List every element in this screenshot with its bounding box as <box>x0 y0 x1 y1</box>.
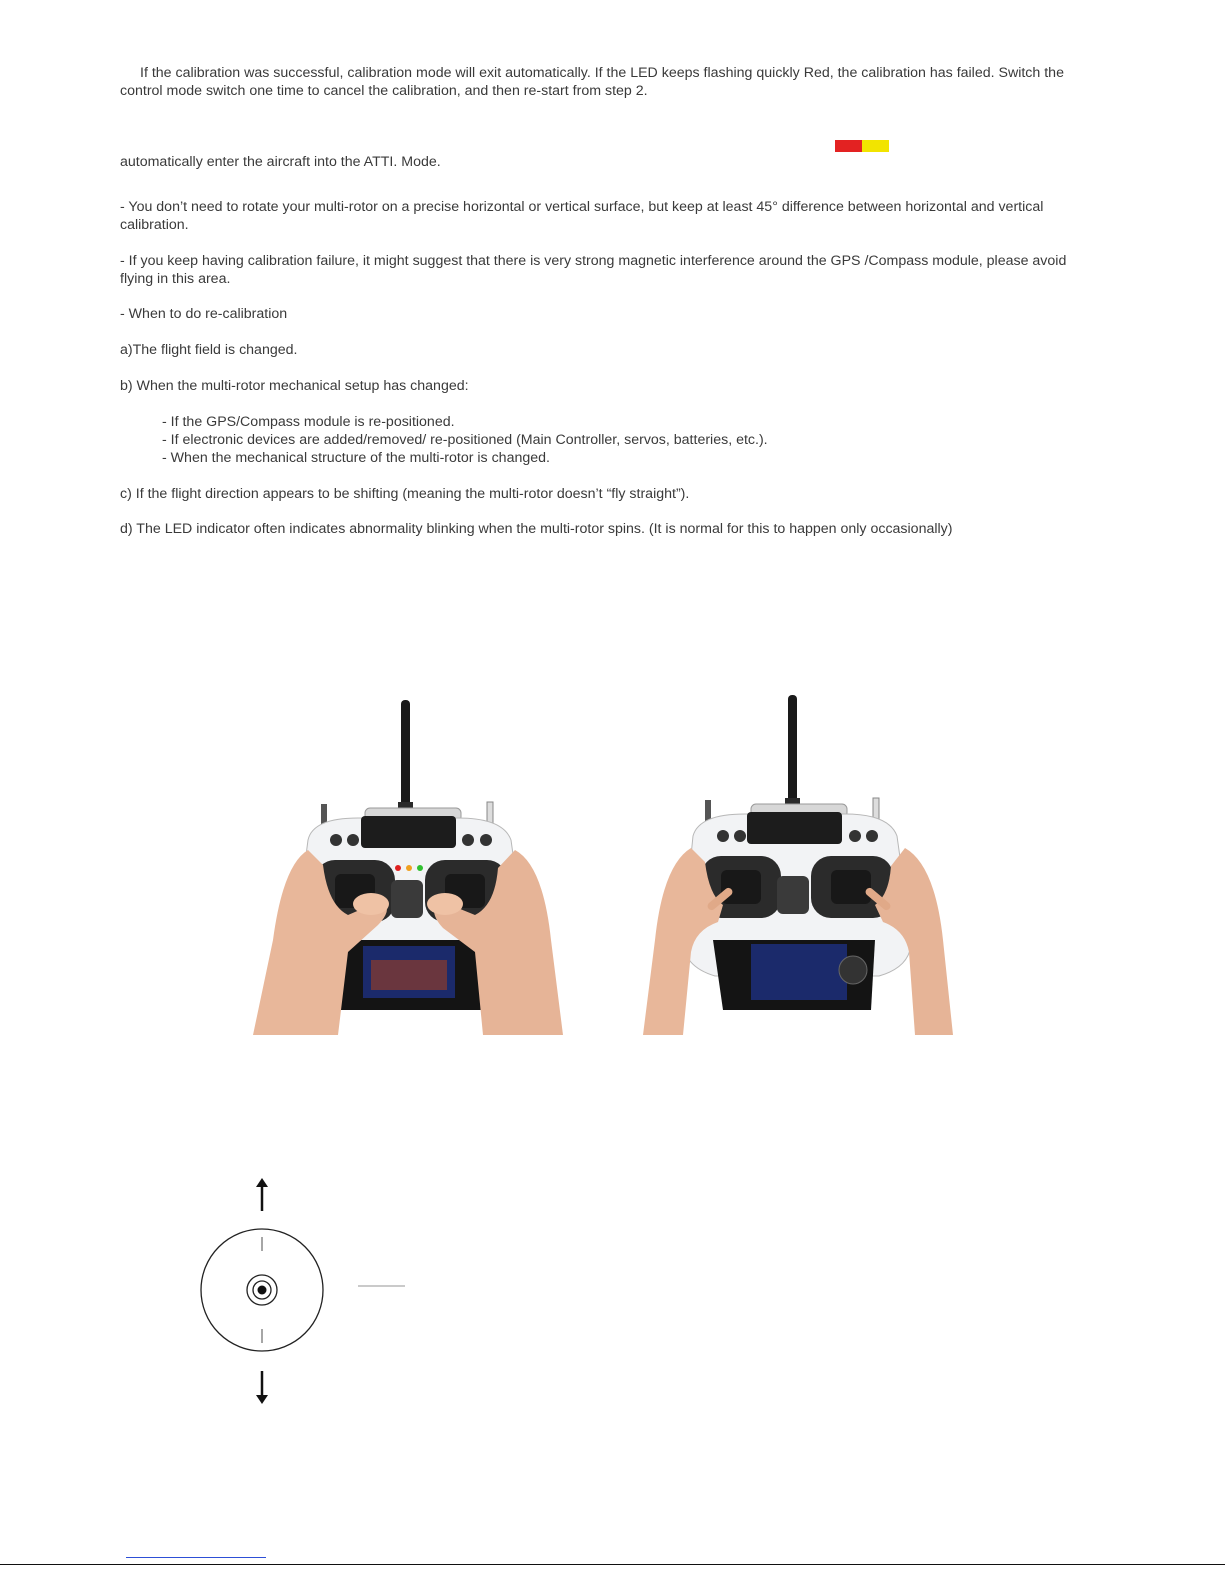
note-b-item-3: - When the mechanical structure of the multi-rotor is changed. <box>162 450 550 466</box>
note-rotate: - You don’t need to rotate your multi-rotor on a precise horizontal or vertical surface, but keep at least 45° difference between horizontal and vertical calibration. <box>120 199 1044 233</box>
transmitter-photo-left <box>253 690 563 1035</box>
arrow-down-icon <box>256 1371 268 1404</box>
footer-rule <box>0 1564 1225 1565</box>
intro-paragraph: If the calibration was successful, calibration mode will exit automatically. If the LED keeps flashing quickly Red, the calibration has failed. Switch the control mode switch one time to cancel the calibration, and then re-start from step 2. <box>120 65 1064 99</box>
note-b-item-1: - If the GPS/Compass module is re-positioned. <box>162 414 455 430</box>
note-a: a)The flight field is changed. <box>120 342 298 358</box>
led-red-yellow-indicator <box>835 140 889 152</box>
note-b-item-2: - If electronic devices are added/removed/ re-positioned (Main Controller, servos, batteries, etc.). <box>162 432 768 448</box>
stick-position-icon <box>201 1229 323 1351</box>
note-when-recalibrate: - When to do re-calibration <box>120 306 288 322</box>
arrow-up-icon <box>256 1178 268 1211</box>
note-d: d) The LED indicator often indicates abnormality blinking when the multi-rotor spins. (It is normal for this to happen only occasionally) <box>120 521 953 537</box>
led-yellow-swatch <box>862 140 889 152</box>
atti-mode-line: automatically enter the aircraft into the ATTI. Mode. <box>120 154 441 170</box>
note-b: b) When the multi-rotor mechanical setup has changed: <box>120 378 469 394</box>
footer-link-underline[interactable] <box>126 1557 266 1558</box>
note-c: c) If the flight direction appears to be shifting (meaning the multi-rotor doesn’t “fly straight”). <box>120 486 690 502</box>
led-red-swatch <box>835 140 862 152</box>
transmitter-photo-right <box>643 690 953 1035</box>
note-failure: - If you keep having calibration failure, it might suggest that there is very strong magnetic interference around the GPS /Compass module, please avoid flying in this area. <box>120 253 1067 287</box>
stick-diagram <box>195 1175 410 1410</box>
